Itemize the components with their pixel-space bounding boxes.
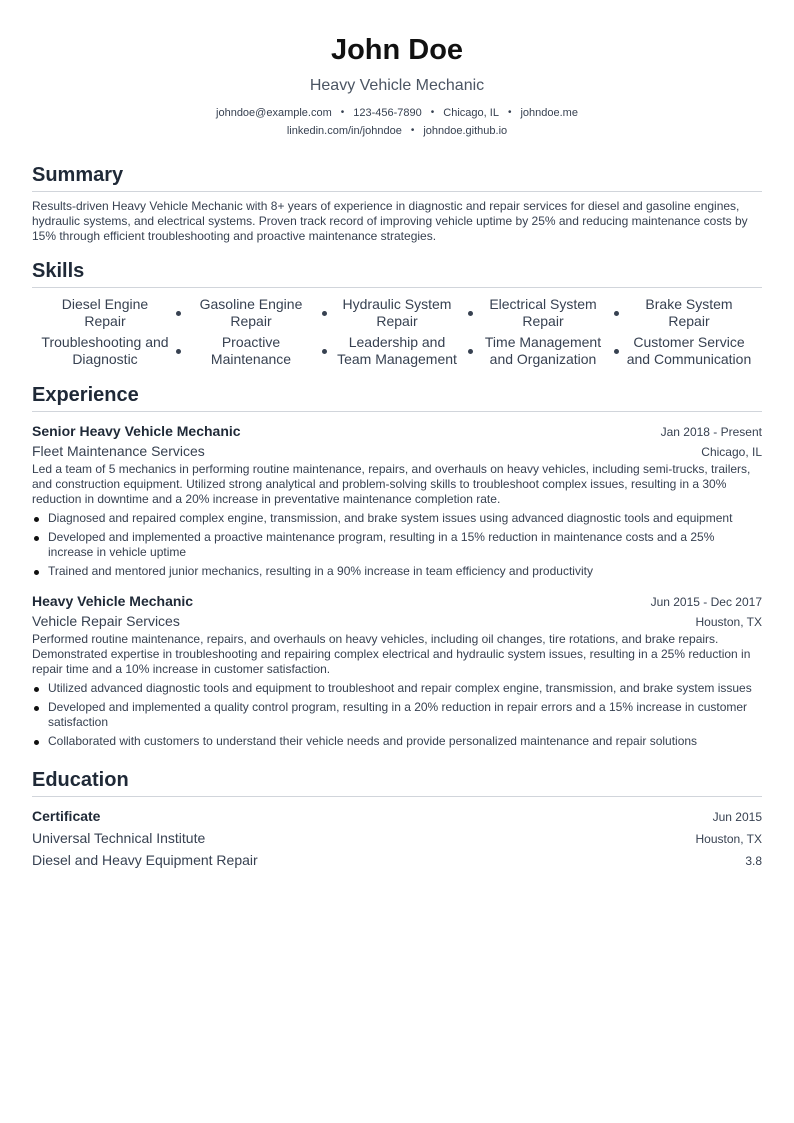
candidate-title: Heavy Vehicle Mechanic [309, 77, 485, 94]
edu-degree: Certificate [32, 808, 101, 824]
skills-heading: Skills [32, 257, 762, 288]
experience-heading: Experience [32, 381, 762, 412]
list-item: Collaborated with customers to understand their vehicle needs and provide personalized maintenance and repair solutions [32, 734, 762, 749]
job-title: Senior Heavy Vehicle Mechanic [32, 423, 241, 439]
contact-email[interactable]: johndoe@example.com [216, 107, 332, 119]
contact-website[interactable]: johndoe.me [520, 107, 578, 119]
contact-line-1 [32, 104, 762, 122]
edu-gpa: 3.8 [745, 854, 762, 868]
skill-item: Diesel Engine Repair [32, 296, 178, 330]
list-item: Developed and implemented a proactive maintenance program, resulting in a 15% reduction in maintenance costs and a 25% increase in vehicle uptime [32, 530, 762, 560]
bullet-dot [34, 706, 39, 711]
job-description: Performed routine maintenance, repairs, and overhauls on heavy vehicles, including oil changes, tire rotations, and brake repairs. Demonstrated expertise in troubleshooting and repairing complex electrical and hydraulic system issues, resulting in a 25% reduction in repair time and a 10% increase in customer satisfaction. [32, 632, 751, 676]
job-bullets [32, 681, 762, 749]
job-entry [32, 421, 762, 579]
skill-item: Electrical System Repair [470, 296, 616, 330]
bullet-dot [34, 517, 39, 522]
job-location: Houston, TX [695, 615, 762, 629]
candidate-name: John Doe [330, 34, 464, 66]
skill-item: Leadership and Team Management [324, 334, 470, 368]
bullet-dot [34, 536, 39, 541]
skill-item: Hydraulic System Repair [324, 296, 470, 330]
job-title: Heavy Vehicle Mechanic [32, 593, 194, 609]
edu-location: Houston, TX [695, 832, 762, 846]
list-item: Diagnosed and repaired complex engine, transmission, and brake system issues using advanced diagnostic tools and equipment [32, 511, 762, 526]
contact-linkedin[interactable]: linkedin.com/in/johndoe [286, 125, 402, 137]
summary-heading: Summary [32, 161, 762, 192]
skill-item: Customer Service and Communication [626, 334, 752, 367]
job-date: Jun 2015 - Dec 2017 [650, 595, 762, 609]
job-date: Jan 2018 - Present [660, 425, 762, 439]
contact-phone[interactable]: 123-456-7890 [353, 107, 422, 119]
contact-separator: • [340, 107, 345, 118]
contact-separator: • [430, 107, 435, 118]
bullet-dot [34, 570, 39, 575]
edu-date: Jun 2015 [712, 810, 762, 824]
job-location: Chicago, IL [701, 445, 762, 459]
list-item: Utilized advanced diagnostic tools and equipment to troubleshoot and repair complex engine, transmission, and brake system issues [32, 681, 762, 696]
skill-item: Proactive Maintenance [178, 334, 324, 368]
edu-field: Diesel and Heavy Equipment Repair [32, 852, 258, 868]
job-entry [32, 591, 762, 749]
summary-text: Results-driven Heavy Vehicle Mechanic with 8+ years of experience in diagnostic and repair services for diesel and gasoline engines, hydraulic systems, and electrical systems. Proven track record of improving vehicle uptime by 25% and reducing maintenance costs by 15% through efficient troubleshooting and proactive maintenance strategies. [32, 199, 748, 243]
skills-grid [32, 296, 762, 368]
education-heading: Education [32, 766, 762, 797]
job-description: Led a team of 5 mechanics in performing routine maintenance, repairs, and overhauls on heavy vehicles, including semi-trucks, trailers, and construction equipment. Utilized strong analytical and problem-solving skills to troubleshoot complex issues, resulting in a 30% reduction in downtime and a 20% increase in preventative maintenance completion rate. [32, 462, 751, 506]
bullet-dot [34, 687, 39, 692]
contact-github[interactable]: johndoe.github.io [423, 125, 508, 137]
job-company: Fleet Maintenance Services [32, 443, 205, 459]
skill-item: Brake System Repair [645, 296, 733, 329]
job-company: Vehicle Repair Services [32, 613, 180, 629]
contact-separator: • [507, 107, 512, 118]
contact-location: Chicago, IL [443, 107, 499, 119]
skill-item: Gasoline Engine Repair [178, 296, 324, 330]
skill-item: Troubleshooting and Diagnostic [32, 334, 178, 368]
job-bullets [32, 511, 762, 579]
edu-school: Universal Technical Institute [32, 830, 206, 846]
bullet-dot [34, 740, 39, 745]
education-entry [32, 806, 762, 872]
list-item: Trained and mentored junior mechanics, resulting in a 90% increase in team efficiency and productivity [32, 564, 762, 579]
contact-separator: • [410, 125, 415, 136]
contact-line-2 [32, 122, 762, 140]
skill-item: Time Management and Organization [470, 334, 616, 368]
list-item: Developed and implemented a quality control program, resulting in a 20% reduction in repair errors and a 15% increase in customer satisfaction [32, 700, 762, 730]
